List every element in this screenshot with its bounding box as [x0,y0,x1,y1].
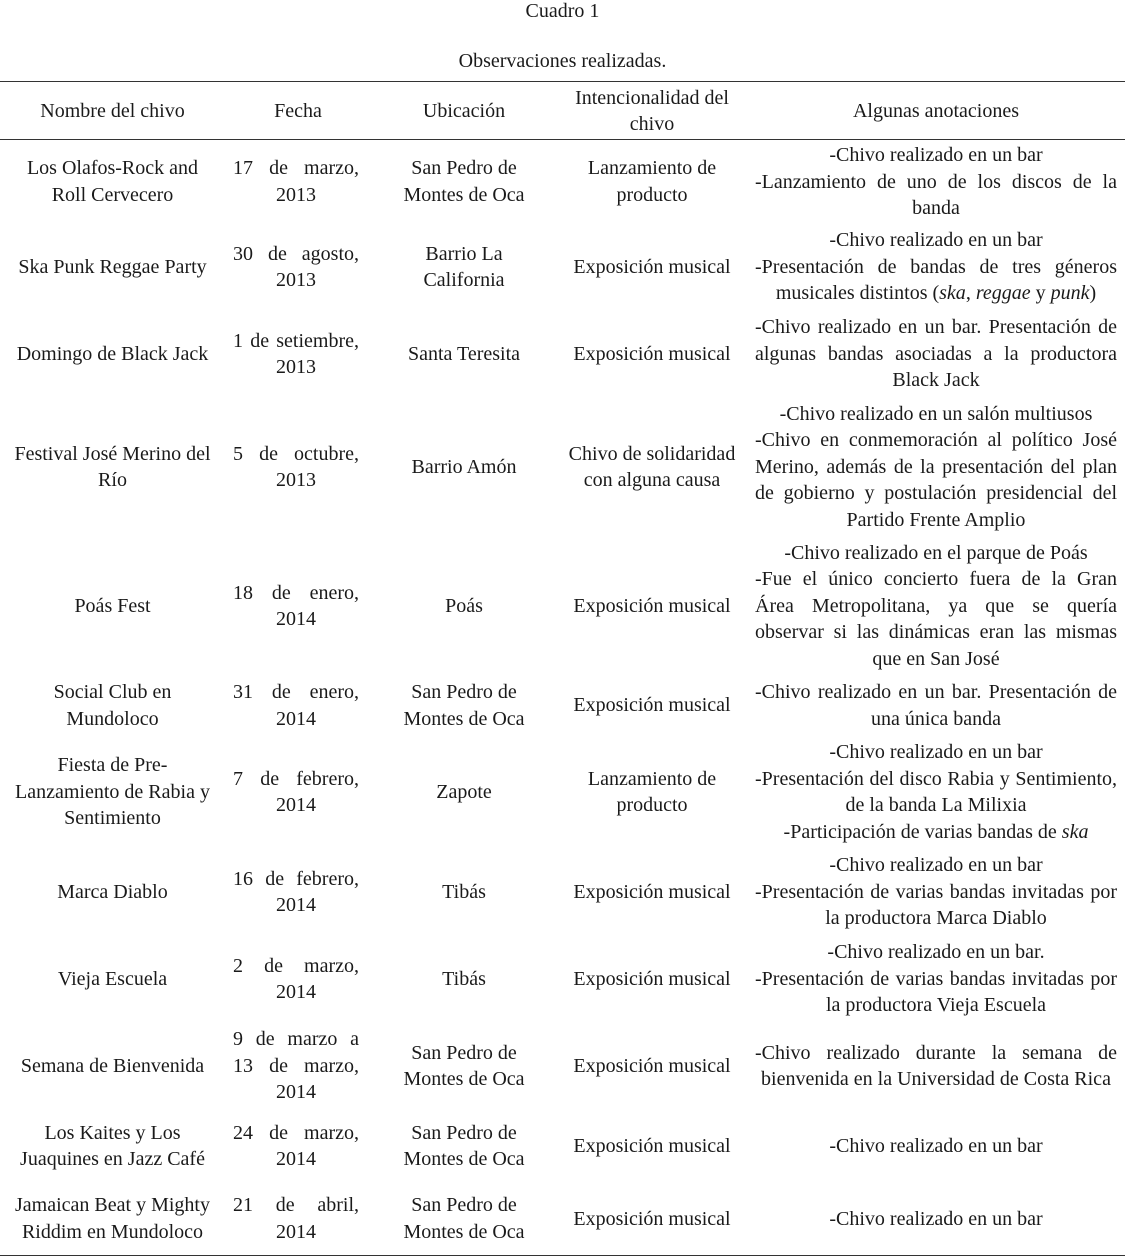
note-text: -Presentación del disco Rabia y Sentimiento, de la banda La Milixia [755,767,1117,816]
cell-location: Zapote [436,780,492,803]
note-text: -Presentación de bandas de tres géneros musicales distintos ( [755,255,1117,305]
cell-intent: Chivo de solidaridad con alguna causa [568,442,736,491]
cell-name: Social Club en Mundoloco [53,681,172,730]
cell-name: Fiesta de Pre-Lanzamiento de Rabia y Sentimiento [15,754,210,830]
table-row [0,1110,1125,1183]
note-line [755,401,1117,428]
cell-intent: Exposición musical [557,1183,747,1256]
cell-location: San Pedro de Montes de Oca [403,681,525,730]
cell-intent: Lanzamiento de producto [587,157,717,206]
table-row [0,849,1125,936]
cell-notes [747,849,1125,936]
note-text: -Chivo realizado en un bar [829,1134,1043,1157]
note-text: -Fue el único concierto fuera de la Gran Área Metropolitana, ya que se quería observar si las dinámicas eran las mismas que en San José [755,568,1117,670]
header-name: Nombre del chivo [0,82,225,140]
cell-name: Los Olafos-Rock and Roll Cervecero [26,157,199,206]
note-line [755,227,1117,254]
cell-intent: Exposición musical [573,694,731,717]
note-line [755,766,1117,819]
cell-name: Poás Fest [74,594,151,617]
cell-location: San Pedro de Montes de Oca [403,157,525,206]
note-line [755,939,1117,966]
cell-date: 16 de febrero, 2014 [233,867,359,916]
cell-location: San Pedro de Montes de Oca [371,1183,557,1256]
cell-name: Vieja Escuela [57,967,168,990]
note-text: -Participación de varias bandas de [783,820,1062,843]
header-notes: Algunas anotaciones [747,82,1125,140]
cell-intent: Exposición musical [573,594,731,617]
cell-notes [747,398,1125,537]
note-line [755,819,1117,846]
cell-name: Festival José Merino del Río [14,442,211,491]
header-intent: Intencionalidad del chivo [557,82,747,140]
note-text: -Chivo realizado en un bar [829,229,1043,252]
note-line [755,169,1117,222]
cell-location: Barrio Amón [411,455,517,478]
note-text: -Chivo realizado en un bar. Presentación de algunas bandas asociadas a la productora Black Jack [755,316,1117,392]
note-line [755,879,1117,932]
cell-notes [747,537,1125,676]
note-text: -Chivo realizado en un bar [829,854,1043,877]
table-row [0,224,1125,311]
table-row [0,1023,1125,1110]
note-emphasis: punk [1050,282,1090,305]
note-line [755,739,1117,766]
cell-date: 31 de enero, 2014 [233,681,359,730]
table-row [0,1183,1125,1256]
cell-intent: Exposición musical [573,1134,731,1157]
note-text: -Chivo realizado en un bar [829,144,1043,166]
note-text: -Chivo realizado en un bar [829,1207,1043,1230]
header-date: Fecha [225,82,371,140]
note-line [755,427,1117,533]
cell-notes [747,676,1125,736]
note-line [755,142,1117,169]
note-text: -Chivo realizado en un bar. Presentación de una única banda [755,681,1117,730]
cell-notes [747,224,1125,311]
table-row [0,676,1125,736]
cell-name: Jamaican Beat y Mighty Riddim en Mundoloco [0,1183,225,1256]
note-emphasis: ska [939,282,966,305]
cell-intent: Exposición musical [573,967,731,990]
note-emphasis: reggae [975,282,1031,305]
cell-date: 18 de enero, 2014 [233,581,359,630]
cell-notes [747,140,1125,224]
cell-date: 24 de marzo, 2014 [233,1121,359,1170]
cell-date: 7 de febrero, 2014 [233,767,359,816]
note-text: -Chivo realizado en un salón multiusos [779,402,1093,425]
table-caption-number: Cuadro 1 [525,0,600,22]
note-text: , [965,282,976,305]
cell-notes [747,736,1125,849]
table-row [0,311,1125,398]
cell-location: Barrio La California [423,242,505,291]
cell-intent: Exposición musical [573,255,731,278]
cell-name: Ska Punk Reggae Party [18,255,207,278]
note-line [755,1206,1117,1233]
table-row [0,936,1125,1023]
observations-table [0,81,1125,1256]
note-emphasis: ska [1061,820,1089,843]
cell-notes [747,936,1125,1023]
note-line [755,852,1117,879]
table-header-row [0,82,1125,140]
cell-name: Domingo de Black Jack [16,342,209,365]
cell-date: 5 de octubre, 2013 [233,442,359,491]
table-row [0,398,1125,537]
cell-location: San Pedro de Montes de Oca [403,1041,525,1090]
cell-location: San Pedro de Montes de Oca [403,1121,525,1170]
cell-intent: Exposición musical [573,880,731,903]
cell-name: Marca Diablo [57,880,168,903]
cell-date: 9 de marzo a 13 de marzo, 2014 [233,1028,359,1104]
note-text: -Chivo realizado en un bar [829,741,1043,763]
cell-notes [747,311,1125,398]
note-text: -Chivo realizado en un bar. [827,941,1045,964]
cell-intent: Exposición musical [573,342,731,365]
note-text: y [1030,282,1051,305]
note-line [755,254,1117,307]
table-row [0,736,1125,849]
table-row [0,140,1125,224]
cell-date: 21 de abril, 2014 [225,1183,371,1256]
cell-location: Tibás [442,967,486,990]
cell-date: 2 de marzo, 2014 [233,954,359,1003]
cell-intent: Lanzamiento de producto [587,767,717,816]
note-text: -Presentación de varias bandas invitadas por la productora Vieja Escuela [755,967,1117,1017]
cell-name: Los Kaites y Los Juaquines en Jazz Café [20,1121,205,1170]
note-line [755,540,1117,567]
note-line [755,314,1117,394]
note-text: -Chivo realizado en el parque de Poás [784,541,1088,564]
cell-date: 30 de agosto, 2013 [233,242,359,291]
note-text: -Chivo realizado durante la semana de bienvenida en la Universidad de Costa Rica [755,1041,1117,1090]
cell-notes [747,1183,1125,1256]
note-line [755,1040,1117,1093]
cell-name: Semana de Bienvenida [20,1054,205,1077]
note-text: -Presentación de varias bandas invitadas por la productora Marca Diablo [755,880,1117,930]
note-text: ) [1089,282,1097,305]
cell-date: 17 de marzo, 2013 [233,157,359,206]
note-text: -Lanzamiento de uno de los discos de la banda [755,170,1117,219]
cell-location: Santa Teresita [407,342,521,365]
note-line [755,566,1117,672]
note-text: -Chivo en conmemoración al político José Merino, además de la presentación del plan de gobierno y postulación presidencial del Partido Frente Amplio [755,429,1117,531]
table-body [0,140,1125,1256]
cell-notes [747,1110,1125,1183]
cell-intent: Exposición musical [573,1054,731,1077]
table-row [0,537,1125,676]
table-caption-title: Observaciones realizadas. [458,50,667,72]
cell-notes [747,1023,1125,1110]
note-line [755,679,1117,732]
header-location: Ubicación [371,82,557,140]
cell-date: 1 de setiembre, 2013 [233,329,359,378]
cell-location: Tibás [442,880,486,903]
cell-location: Poás [445,594,483,617]
note-line [755,1133,1117,1160]
note-line [755,966,1117,1019]
